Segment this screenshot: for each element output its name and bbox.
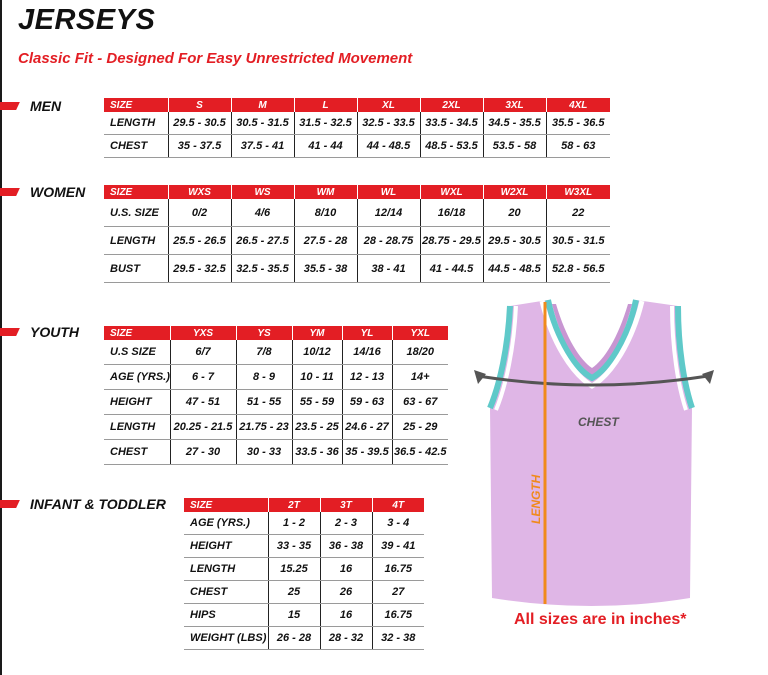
measurement-cell: 10/12 xyxy=(292,340,342,365)
section-label-text: YOUTH xyxy=(30,324,79,340)
header-size-cell: 4T xyxy=(372,498,424,512)
measurement-cell: 39 - 41 xyxy=(372,535,424,558)
measurement-cell: 8/10 xyxy=(294,199,357,227)
row-label: HIPS xyxy=(184,604,268,627)
measurement-cell: 25 - 29 xyxy=(392,415,448,440)
table-header-row xyxy=(184,498,424,512)
header-size-cell: M xyxy=(231,98,294,112)
table-row xyxy=(184,558,424,581)
table-row xyxy=(104,365,448,390)
measurement-cell: 14+ xyxy=(392,365,448,390)
header-size-cell: YM xyxy=(292,326,342,340)
header-size-cell: 3XL xyxy=(483,98,546,112)
row-label: BUST xyxy=(104,255,168,283)
measurement-cell: 28.75 - 29.5 xyxy=(420,227,483,255)
measurement-cell: 24.6 - 27 xyxy=(342,415,392,440)
measurement-cell: 32.5 - 33.5 xyxy=(357,112,420,135)
measurement-cell: 31.5 - 32.5 xyxy=(294,112,357,135)
header-size-cell: WXS xyxy=(168,185,231,199)
table-header-row xyxy=(104,326,448,340)
measurement-cell: 59 - 63 xyxy=(342,390,392,415)
table-row xyxy=(104,227,610,255)
section-label-youth xyxy=(0,324,79,340)
measurement-cell: 27 xyxy=(372,581,424,604)
measurement-cell: 36 - 38 xyxy=(320,535,372,558)
jersey-body xyxy=(490,300,692,606)
measurement-cell: 23.5 - 25 xyxy=(292,415,342,440)
measurement-cell: 33.5 - 36 xyxy=(292,440,342,465)
measurement-cell: 63 - 67 xyxy=(392,390,448,415)
measurement-cell: 32.5 - 35.5 xyxy=(231,255,294,283)
measurement-cell: 35.5 - 38 xyxy=(294,255,357,283)
measurement-cell: 53.5 - 58 xyxy=(483,135,546,158)
measurement-cell: 10 - 11 xyxy=(292,365,342,390)
row-label: CHEST xyxy=(184,581,268,604)
header-size-cell: 3T xyxy=(320,498,372,512)
measurement-cell: 55 - 59 xyxy=(292,390,342,415)
section-label-men xyxy=(0,98,61,114)
header-size-label: SIZE xyxy=(104,326,170,340)
row-label: LENGTH xyxy=(104,227,168,255)
measurement-cell: 36.5 - 42.5 xyxy=(392,440,448,465)
men-size-table xyxy=(104,98,610,158)
measurement-cell: 30.5 - 31.5 xyxy=(546,227,610,255)
measurement-cell: 18/20 xyxy=(392,340,448,365)
section-flag-icon xyxy=(0,500,20,508)
header-size-cell: YS xyxy=(236,326,292,340)
measurement-cell: 35 - 39.5 xyxy=(342,440,392,465)
measurement-cell: 14/16 xyxy=(342,340,392,365)
header-size-cell: 4XL xyxy=(546,98,610,112)
section-label-infant xyxy=(0,496,166,512)
measurement-cell: 28 - 28.75 xyxy=(357,227,420,255)
measurement-cell: 51 - 55 xyxy=(236,390,292,415)
measurement-cell: 44.5 - 48.5 xyxy=(483,255,546,283)
row-label: CHEST xyxy=(104,440,170,465)
row-label: LENGTH xyxy=(104,112,168,135)
measurement-cell: 6/7 xyxy=(170,340,236,365)
measurement-cell: 12 - 13 xyxy=(342,365,392,390)
section-flag-icon xyxy=(0,328,20,336)
women-size-table xyxy=(104,185,610,283)
table-row xyxy=(104,135,610,158)
header-size-cell: 2T xyxy=(268,498,320,512)
length-label: LENGTH xyxy=(529,474,543,524)
header-size-cell: W2XL xyxy=(483,185,546,199)
header-size-cell: YL xyxy=(342,326,392,340)
measurement-cell: 29.5 - 30.5 xyxy=(483,227,546,255)
measurement-cell: 48.5 - 53.5 xyxy=(420,135,483,158)
table-row xyxy=(104,440,448,465)
measurement-cell: 21.75 - 23 xyxy=(236,415,292,440)
table-row xyxy=(104,112,610,135)
measurement-cell: 0/2 xyxy=(168,199,231,227)
measurement-cell: 41 - 44.5 xyxy=(420,255,483,283)
measurement-cell: 8 - 9 xyxy=(236,365,292,390)
measurement-cell: 15.25 xyxy=(268,558,320,581)
section-label-text: WOMEN xyxy=(30,184,86,200)
measurement-cell: 15 xyxy=(268,604,320,627)
header-size-cell: 2XL xyxy=(420,98,483,112)
measurement-cell: 38 - 41 xyxy=(357,255,420,283)
row-label: CHEST xyxy=(104,135,168,158)
measurement-cell: 26 xyxy=(320,581,372,604)
table-header-row xyxy=(104,185,610,199)
measurement-cell: 7/8 xyxy=(236,340,292,365)
measurement-cell: 32 - 38 xyxy=(372,627,424,650)
table-row xyxy=(104,340,448,365)
measurement-cell: 34.5 - 35.5 xyxy=(483,112,546,135)
row-label: HEIGHT xyxy=(104,390,170,415)
measurement-cell: 44 - 48.5 xyxy=(357,135,420,158)
header-size-cell: XL xyxy=(357,98,420,112)
measurement-cell: 20 xyxy=(483,199,546,227)
page-subtitle: Classic Fit - Designed For Easy Unrestricted Movement xyxy=(18,50,413,67)
header-size-label: SIZE xyxy=(104,98,168,112)
table-row xyxy=(184,512,424,535)
section-flag-icon xyxy=(0,188,20,196)
header-size-cell: WXL xyxy=(420,185,483,199)
header-size-cell: WM xyxy=(294,185,357,199)
header-size-label: SIZE xyxy=(104,185,168,199)
table-row xyxy=(184,604,424,627)
measurement-cell: 29.5 - 32.5 xyxy=(168,255,231,283)
youth-size-table xyxy=(104,326,448,465)
measurement-cell: 16/18 xyxy=(420,199,483,227)
measurement-cell: 16 xyxy=(320,558,372,581)
measurement-cell: 4/6 xyxy=(231,199,294,227)
measurement-cell: 30.5 - 31.5 xyxy=(231,112,294,135)
measurement-cell: 1 - 2 xyxy=(268,512,320,535)
units-note: All sizes are in inches* xyxy=(514,611,687,628)
table-row xyxy=(104,255,610,283)
measurement-cell: 20.25 - 21.5 xyxy=(170,415,236,440)
table-row xyxy=(104,415,448,440)
table-header-row xyxy=(104,98,610,112)
chest-label: CHEST xyxy=(578,415,619,429)
row-label: AGE (YRS.) xyxy=(184,512,268,535)
table-row xyxy=(184,581,424,604)
measurement-cell: 41 - 44 xyxy=(294,135,357,158)
measurement-cell: 25 xyxy=(268,581,320,604)
row-label: AGE (YRS.) xyxy=(104,365,170,390)
measurement-cell: 27 - 30 xyxy=(170,440,236,465)
measurement-cell: 47 - 51 xyxy=(170,390,236,415)
measurement-cell: 30 - 33 xyxy=(236,440,292,465)
table-row xyxy=(184,627,424,650)
header-size-cell: YXS xyxy=(170,326,236,340)
measurement-cell: 16 xyxy=(320,604,372,627)
header-size-cell: S xyxy=(168,98,231,112)
table-row xyxy=(104,199,610,227)
header-size-cell: YXL xyxy=(392,326,448,340)
row-label: WEIGHT (LBS) xyxy=(184,627,268,650)
measurement-cell: 28 - 32 xyxy=(320,627,372,650)
section-label-women xyxy=(0,184,85,200)
jersey-illustration xyxy=(472,298,732,610)
measurement-cell: 26 - 28 xyxy=(268,627,320,650)
measurement-cell: 16.75 xyxy=(372,604,424,627)
section-label-text: INFANT & TODDLER xyxy=(30,496,166,512)
row-label: U.S SIZE xyxy=(104,340,170,365)
table-row xyxy=(184,535,424,558)
measurement-cell: 26.5 - 27.5 xyxy=(231,227,294,255)
measurement-cell: 12/14 xyxy=(357,199,420,227)
header-size-cell: L xyxy=(294,98,357,112)
section-flag-icon xyxy=(0,102,20,110)
row-label: U.S. SIZE xyxy=(104,199,168,227)
measurement-cell: 33 - 35 xyxy=(268,535,320,558)
measurement-cell: 33.5 - 34.5 xyxy=(420,112,483,135)
measurement-cell: 29.5 - 30.5 xyxy=(168,112,231,135)
measurement-cell: 35 - 37.5 xyxy=(168,135,231,158)
measurement-cell: 37.5 - 41 xyxy=(231,135,294,158)
table-row xyxy=(104,390,448,415)
measurement-cell: 35.5 - 36.5 xyxy=(546,112,610,135)
measurement-cell: 6 - 7 xyxy=(170,365,236,390)
header-size-cell: WL xyxy=(357,185,420,199)
measurement-cell: 3 - 4 xyxy=(372,512,424,535)
row-label: LENGTH xyxy=(184,558,268,581)
row-label: HEIGHT xyxy=(184,535,268,558)
header-size-label: SIZE xyxy=(184,498,268,512)
measurement-cell: 52.8 - 56.5 xyxy=(546,255,610,283)
row-label: LENGTH xyxy=(104,415,170,440)
measurement-cell: 16.75 xyxy=(372,558,424,581)
measurement-cell: 25.5 - 26.5 xyxy=(168,227,231,255)
page-title: JERSEYS xyxy=(18,4,156,36)
measurement-cell: 27.5 - 28 xyxy=(294,227,357,255)
section-label-text: MEN xyxy=(30,98,62,114)
infant-size-table xyxy=(184,498,424,650)
header-size-cell: W3XL xyxy=(546,185,610,199)
measurement-cell: 2 - 3 xyxy=(320,512,372,535)
measurement-cell: 22 xyxy=(546,199,610,227)
header-size-cell: WS xyxy=(231,185,294,199)
measurement-cell: 58 - 63 xyxy=(546,135,610,158)
